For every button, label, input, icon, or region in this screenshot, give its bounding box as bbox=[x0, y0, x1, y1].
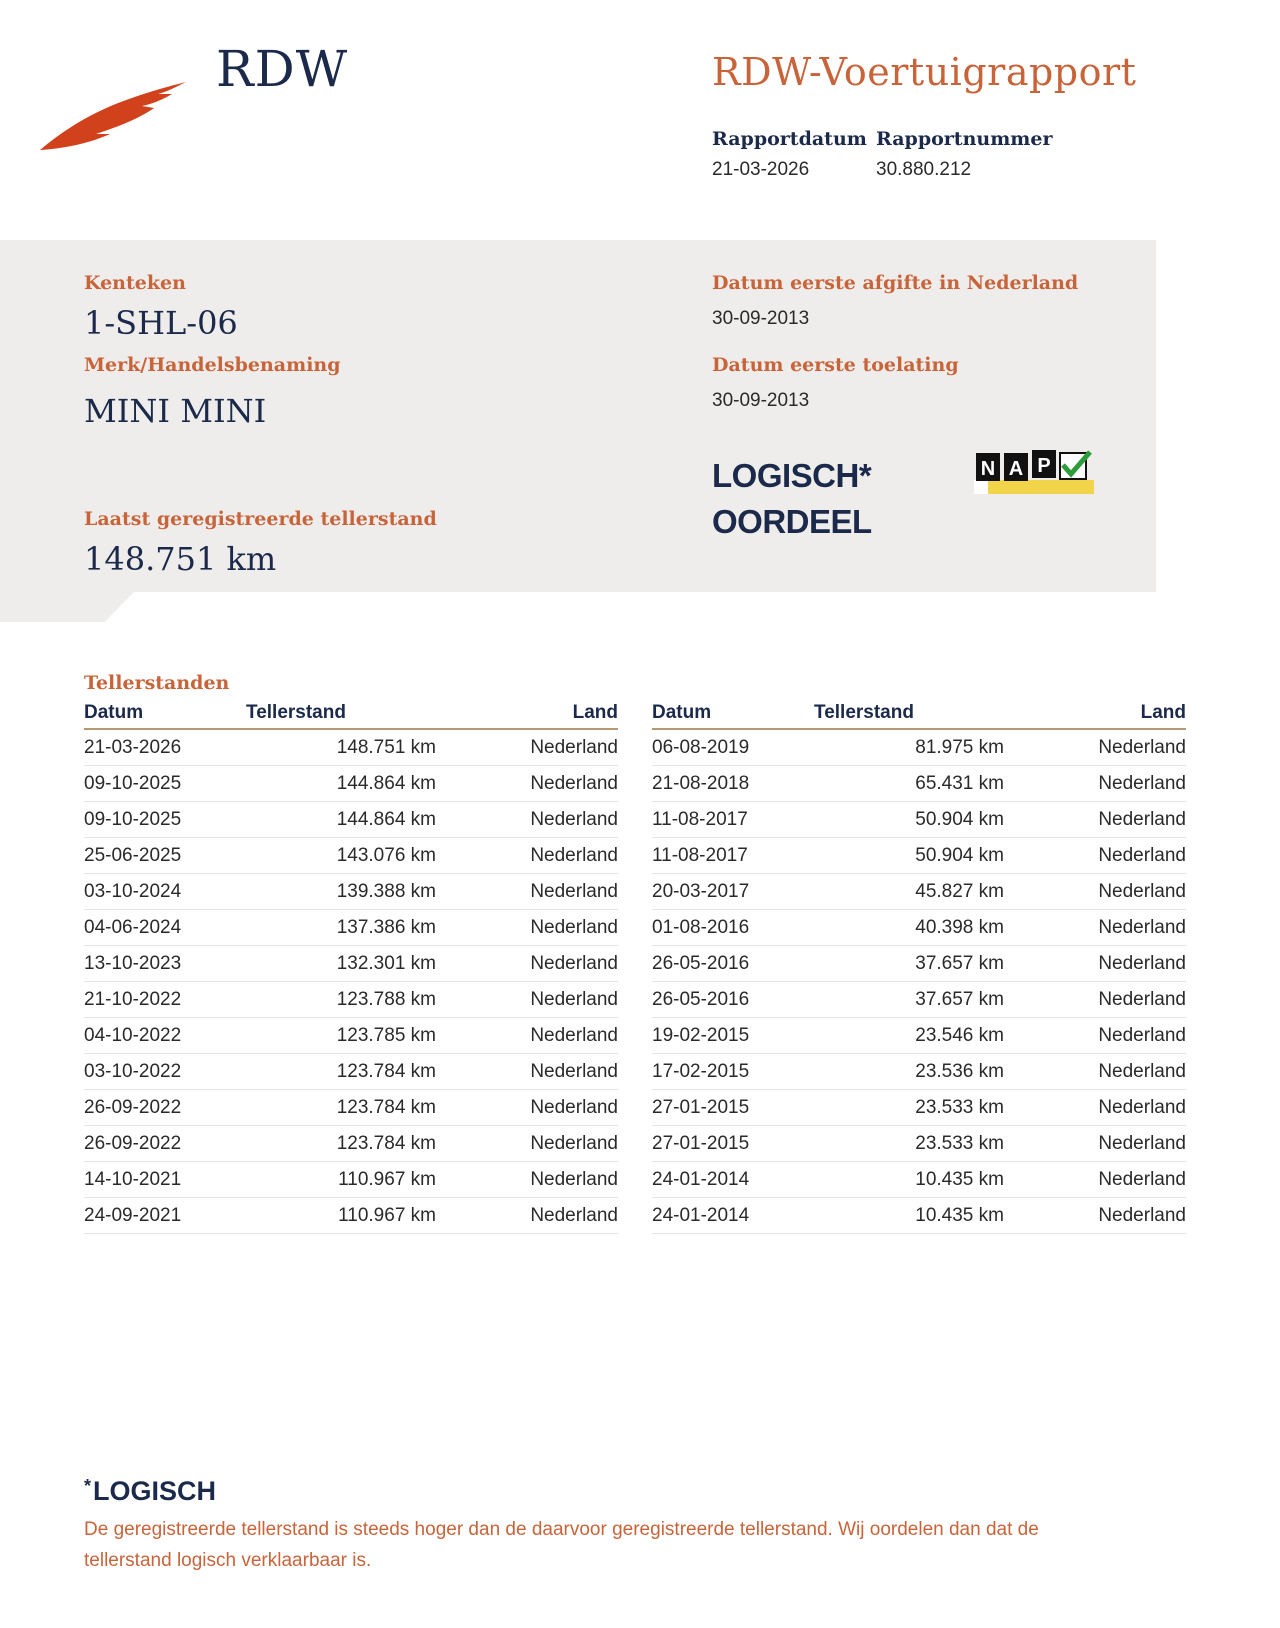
cell-country: Nederland bbox=[530, 808, 618, 830]
cell-km: 37.657 km bbox=[915, 952, 1004, 974]
nap-letter-p: P bbox=[1037, 455, 1051, 477]
cell-date: 20-03-2017 bbox=[652, 880, 750, 902]
cell-km: 144.864 km bbox=[336, 808, 436, 830]
cell-km: 123.788 km bbox=[336, 988, 436, 1010]
col-country-header: Land bbox=[1140, 702, 1186, 723]
table-row bbox=[652, 730, 1186, 766]
cell-km-wrap bbox=[246, 1169, 436, 1191]
odometer-field bbox=[84, 508, 437, 578]
cell-date: 25-06-2025 bbox=[84, 844, 182, 866]
cell-km-wrap bbox=[814, 1097, 1004, 1119]
cell-country: Nederland bbox=[1098, 1204, 1186, 1226]
cell-date: 24-01-2014 bbox=[652, 1204, 750, 1226]
table-row bbox=[84, 802, 618, 838]
first-admission-field bbox=[712, 354, 959, 412]
table-row bbox=[84, 982, 618, 1018]
col-date-header: Datum bbox=[84, 702, 144, 723]
cell-km-wrap bbox=[814, 1169, 1004, 1191]
report-date-label: Rapportdatum bbox=[712, 128, 867, 150]
first-issue-label: Datum eerste afgifte in Nederland bbox=[712, 272, 1079, 294]
brand-name: RDW bbox=[216, 40, 349, 98]
cell-date: 11-08-2017 bbox=[652, 808, 748, 830]
cell-country: Nederland bbox=[1098, 1132, 1186, 1154]
cell-date: 26-05-2016 bbox=[652, 952, 750, 974]
cell-country: Nederland bbox=[1098, 1024, 1186, 1046]
first-admission-label: Datum eerste toelating bbox=[712, 354, 959, 376]
cell-country: Nederland bbox=[530, 1024, 618, 1046]
readings-table-right bbox=[652, 702, 1186, 1234]
table-row bbox=[84, 1054, 618, 1090]
table-row bbox=[84, 766, 618, 802]
cell-date: 24-09-2021 bbox=[84, 1204, 182, 1226]
footnote-star: * bbox=[84, 1476, 92, 1496]
cell-km: 50.904 km bbox=[915, 808, 1004, 830]
verdict-line-1: LOGISCH* bbox=[712, 457, 872, 494]
cell-km: 110.967 km bbox=[338, 1168, 436, 1190]
cell-date: 14-10-2021 bbox=[84, 1168, 182, 1190]
verdict-line-2: OORDEEL bbox=[712, 503, 872, 540]
table-row bbox=[84, 1126, 618, 1162]
brand-label: Merk/Handelsbenaming bbox=[84, 354, 341, 376]
cell-km-wrap bbox=[246, 845, 436, 867]
nap-logo-icon bbox=[974, 450, 1094, 496]
cell-km: 23.536 km bbox=[915, 1060, 1004, 1082]
cell-km: 139.388 km bbox=[336, 880, 436, 902]
brand-field bbox=[84, 354, 341, 430]
cell-country: Nederland bbox=[530, 988, 618, 1010]
cell-km: 23.533 km bbox=[915, 1132, 1004, 1154]
cell-km: 23.533 km bbox=[915, 1096, 1004, 1118]
cell-country: Nederland bbox=[1098, 952, 1186, 974]
cell-km-wrap bbox=[246, 1133, 436, 1155]
odometer-label: Laatst geregistreerde tellerstand bbox=[84, 508, 437, 530]
table-body bbox=[84, 730, 618, 1234]
cell-country: Nederland bbox=[1098, 1096, 1186, 1118]
cell-km-wrap bbox=[814, 1025, 1004, 1047]
cell-date: 04-10-2022 bbox=[84, 1024, 182, 1046]
cell-country: Nederland bbox=[1098, 844, 1186, 866]
table-row bbox=[652, 1162, 1186, 1198]
plate-value: 1-SHL-06 bbox=[84, 304, 238, 342]
cell-km-wrap bbox=[814, 989, 1004, 1011]
cell-km-wrap bbox=[814, 737, 1004, 759]
plate-label: Kenteken bbox=[84, 272, 186, 294]
table-body bbox=[652, 730, 1186, 1234]
cell-km-wrap bbox=[246, 1025, 436, 1047]
cell-date: 21-10-2022 bbox=[84, 988, 182, 1010]
table-row bbox=[652, 1126, 1186, 1162]
plate-field bbox=[84, 272, 238, 342]
readings-table-left bbox=[84, 702, 618, 1234]
cell-km: 10.435 km bbox=[915, 1204, 1004, 1226]
cell-date: 03-10-2022 bbox=[84, 1060, 182, 1082]
nap-letter-n: N bbox=[980, 458, 996, 480]
cell-km-wrap bbox=[246, 953, 436, 975]
report-date-value: 21-03-2026 bbox=[712, 159, 810, 180]
table-row bbox=[652, 766, 1186, 802]
col-date-header: Datum bbox=[652, 702, 712, 723]
table-row bbox=[652, 910, 1186, 946]
cell-country: Nederland bbox=[530, 1096, 618, 1118]
cell-km: 37.657 km bbox=[915, 988, 1004, 1010]
cell-date: 27-01-2015 bbox=[652, 1132, 750, 1154]
cell-km: 148.751 km bbox=[336, 736, 436, 758]
cell-km-wrap bbox=[246, 1205, 436, 1227]
readings-caption: Tellerstanden bbox=[84, 672, 230, 694]
cell-km: 110.967 km bbox=[338, 1204, 436, 1226]
cell-country: Nederland bbox=[530, 1204, 618, 1226]
report-title: RDW-Voertuigrapport bbox=[712, 50, 1137, 94]
cell-date: 04-06-2024 bbox=[84, 916, 182, 938]
table-row bbox=[652, 838, 1186, 874]
cell-date: 17-02-2015 bbox=[652, 1060, 750, 1082]
cell-country: Nederland bbox=[1098, 988, 1186, 1010]
cell-country: Nederland bbox=[1098, 916, 1186, 938]
cell-country: Nederland bbox=[1098, 1168, 1186, 1190]
table-row bbox=[652, 1018, 1186, 1054]
cell-country: Nederland bbox=[1098, 772, 1186, 794]
table-row bbox=[652, 982, 1186, 1018]
cell-km: 40.398 km bbox=[915, 916, 1004, 938]
cell-country: Nederland bbox=[530, 880, 618, 902]
cell-country: Nederland bbox=[530, 736, 618, 758]
cell-km-wrap bbox=[814, 881, 1004, 903]
cell-country: Nederland bbox=[530, 952, 618, 974]
cell-km: 132.301 km bbox=[336, 952, 436, 974]
table-row bbox=[84, 1198, 618, 1234]
cell-km-wrap bbox=[814, 953, 1004, 975]
cell-km: 10.435 km bbox=[915, 1168, 1004, 1190]
col-km-header: Tellerstand bbox=[814, 702, 914, 723]
cell-date: 21-08-2018 bbox=[652, 772, 750, 794]
table-row bbox=[652, 1054, 1186, 1090]
table-row bbox=[84, 730, 618, 766]
table-row bbox=[84, 946, 618, 982]
cell-country: Nederland bbox=[1098, 880, 1186, 902]
footnote-text: De geregistreerde tellerstand is steeds hoger dan de daarvoor geregistreerde tellerstand. Wij oordelen dan dat de tellerstand logisch verklaarbaar is. bbox=[84, 1519, 1039, 1571]
cell-country: Nederland bbox=[1098, 736, 1186, 758]
cell-km: 50.904 km bbox=[915, 844, 1004, 866]
cell-km: 143.076 km bbox=[336, 844, 436, 866]
table-row bbox=[652, 1090, 1186, 1126]
table-row bbox=[84, 874, 618, 910]
table-row bbox=[652, 946, 1186, 982]
cell-date: 06-08-2019 bbox=[652, 736, 750, 758]
cell-km-wrap bbox=[246, 881, 436, 903]
col-km-header: Tellerstand bbox=[246, 702, 346, 723]
footnote-title bbox=[84, 1476, 216, 1507]
nap-letter-a: A bbox=[1008, 458, 1024, 480]
first-admission-value: 30-09-2013 bbox=[712, 390, 810, 411]
cell-date: 13-10-2023 bbox=[84, 952, 182, 974]
cell-km: 137.386 km bbox=[336, 916, 436, 938]
cell-km: 123.785 km bbox=[336, 1024, 436, 1046]
cell-country: Nederland bbox=[530, 916, 618, 938]
cell-km-wrap bbox=[814, 1205, 1004, 1227]
first-issue-field bbox=[712, 272, 1078, 330]
cell-km-wrap bbox=[246, 1061, 436, 1083]
cell-km: 65.431 km bbox=[915, 772, 1004, 794]
col-country-header: Land bbox=[572, 702, 618, 723]
cell-date: 26-09-2022 bbox=[84, 1096, 182, 1118]
cell-country: Nederland bbox=[530, 1060, 618, 1082]
report-number-label: Rapportnummer bbox=[876, 128, 1053, 150]
verdict bbox=[712, 453, 872, 545]
cell-km-wrap bbox=[246, 737, 436, 759]
cell-km-wrap bbox=[814, 845, 1004, 867]
cell-km-wrap bbox=[246, 809, 436, 831]
rdw-logo-icon bbox=[36, 64, 196, 164]
table-row bbox=[84, 1090, 618, 1126]
cell-km: 123.784 km bbox=[336, 1132, 436, 1154]
cell-date: 03-10-2024 bbox=[84, 880, 182, 902]
cell-km-wrap bbox=[814, 917, 1004, 939]
table-row bbox=[652, 1198, 1186, 1234]
cell-date: 09-10-2025 bbox=[84, 772, 182, 794]
panel-tab-decoration bbox=[0, 592, 134, 622]
cell-km-wrap bbox=[814, 1061, 1004, 1083]
cell-country: Nederland bbox=[1098, 808, 1186, 830]
cell-country: Nederland bbox=[530, 844, 618, 866]
cell-km: 123.784 km bbox=[336, 1060, 436, 1082]
report-number-value: 30.880.212 bbox=[876, 159, 972, 180]
cell-date: 19-02-2015 bbox=[652, 1024, 750, 1046]
cell-km-wrap bbox=[814, 773, 1004, 795]
cell-country: Nederland bbox=[530, 1168, 618, 1190]
table-row bbox=[84, 1162, 618, 1198]
cell-country: Nederland bbox=[530, 772, 618, 794]
table-row bbox=[84, 910, 618, 946]
cell-km-wrap bbox=[814, 1133, 1004, 1155]
cell-date: 21-03-2026 bbox=[84, 736, 182, 758]
odometer-value: 148.751 km bbox=[84, 540, 277, 578]
table-header bbox=[84, 702, 618, 730]
cell-km: 144.864 km bbox=[336, 772, 436, 794]
cell-date: 24-01-2014 bbox=[652, 1168, 750, 1190]
brand-value: MINI MINI bbox=[84, 392, 267, 430]
cell-km-wrap bbox=[246, 917, 436, 939]
table-row bbox=[652, 874, 1186, 910]
table-header bbox=[652, 702, 1186, 730]
cell-date: 26-05-2016 bbox=[652, 988, 750, 1010]
cell-country: Nederland bbox=[530, 1132, 618, 1154]
cell-country: Nederland bbox=[1098, 1060, 1186, 1082]
cell-date: 27-01-2015 bbox=[652, 1096, 750, 1118]
cell-date: 26-09-2022 bbox=[84, 1132, 182, 1154]
cell-km: 81.975 km bbox=[915, 736, 1004, 758]
cell-date: 09-10-2025 bbox=[84, 808, 182, 830]
cell-km-wrap bbox=[246, 989, 436, 1011]
cell-km: 23.546 km bbox=[915, 1024, 1004, 1046]
cell-km-wrap bbox=[246, 773, 436, 795]
footnote-title-text: LOGISCH bbox=[93, 1476, 217, 1506]
cell-km: 45.827 km bbox=[915, 880, 1004, 902]
report-number bbox=[876, 128, 1053, 181]
cell-date: 11-08-2017 bbox=[652, 844, 748, 866]
cell-date: 01-08-2016 bbox=[652, 916, 750, 938]
first-issue-value: 30-09-2013 bbox=[712, 308, 810, 329]
cell-km-wrap bbox=[814, 809, 1004, 831]
table-row bbox=[84, 1018, 618, 1054]
cell-km-wrap bbox=[246, 1097, 436, 1119]
report-date bbox=[712, 128, 867, 181]
table-row bbox=[84, 838, 618, 874]
cell-km: 123.784 km bbox=[336, 1096, 436, 1118]
table-row bbox=[652, 802, 1186, 838]
